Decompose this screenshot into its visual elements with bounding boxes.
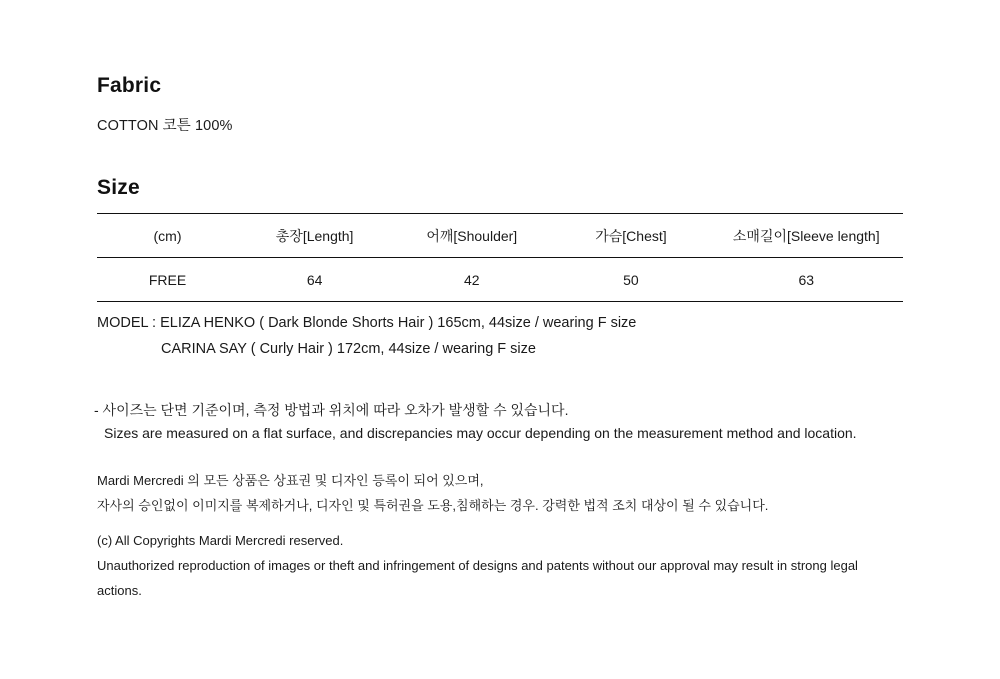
size-heading: Size — [97, 176, 140, 199]
note-korean: - 사이즈는 단면 기준이며, 측정 방법과 위치에 따라 오차가 발생할 수 있습니다. — [94, 402, 569, 418]
cell-chest: 50 — [623, 271, 639, 288]
model-line-2: CARINA SAY ( Curly Hair ) 172cm, 44size / wearing F size — [161, 341, 536, 357]
cell-size-name: FREE — [148, 271, 187, 288]
size-table — [97, 213, 903, 302]
note-english: Sizes are measured on a flat surface, and discrepancies may occur depending on the measurement method and location. — [104, 425, 857, 441]
cell-sleeve-length: 63 — [798, 271, 815, 288]
legal-line-1: Mardi Mercredi 의 모든 상품은 상표권 및 디자인 등록이 되어 있으며, — [97, 473, 484, 488]
copyright-line-2: Unauthorized reproduction of images or theft and infringement of designs and patents without our approval may result in strong legal actions. — [97, 558, 858, 598]
copyright-line-1: (c) All Copyrights Mardi Mercredi reserved. — [97, 533, 344, 548]
copyright-notice — [97, 528, 903, 603]
measurement-notes — [94, 399, 857, 445]
fabric-heading: Fabric — [97, 74, 162, 97]
legal-line-2: 자사의 승인없이 이미지를 복제하거나, 디자인 및 특허권을 도용,침해하는 경우. 강력한 법적 조치 대상이 될 수 있습니다. — [97, 498, 769, 513]
model-info — [97, 310, 636, 362]
column-header-unit: (cm) — [153, 227, 182, 244]
table-row — [97, 258, 903, 302]
column-header-length: 총장[Length] — [275, 227, 354, 244]
fabric-composition: COTTON 코튼 100% — [97, 118, 233, 134]
column-header-sleeve-length: 소매길이[Sleeve length] — [732, 227, 880, 244]
cell-shoulder: 42 — [463, 271, 480, 288]
cell-length: 64 — [306, 271, 323, 288]
legal-notice — [97, 468, 768, 518]
table-header-row — [97, 214, 903, 258]
column-header-chest: 가슴[Chest] — [595, 227, 667, 244]
size-table-body — [97, 258, 903, 302]
model-line-1: MODEL : ELIZA HENKO ( Dark Blonde Shorts Hair ) 165cm, 44size / wearing F size — [97, 315, 637, 331]
column-header-shoulder: 어깨[Shoulder] — [426, 227, 518, 244]
size-table-header — [97, 214, 903, 258]
